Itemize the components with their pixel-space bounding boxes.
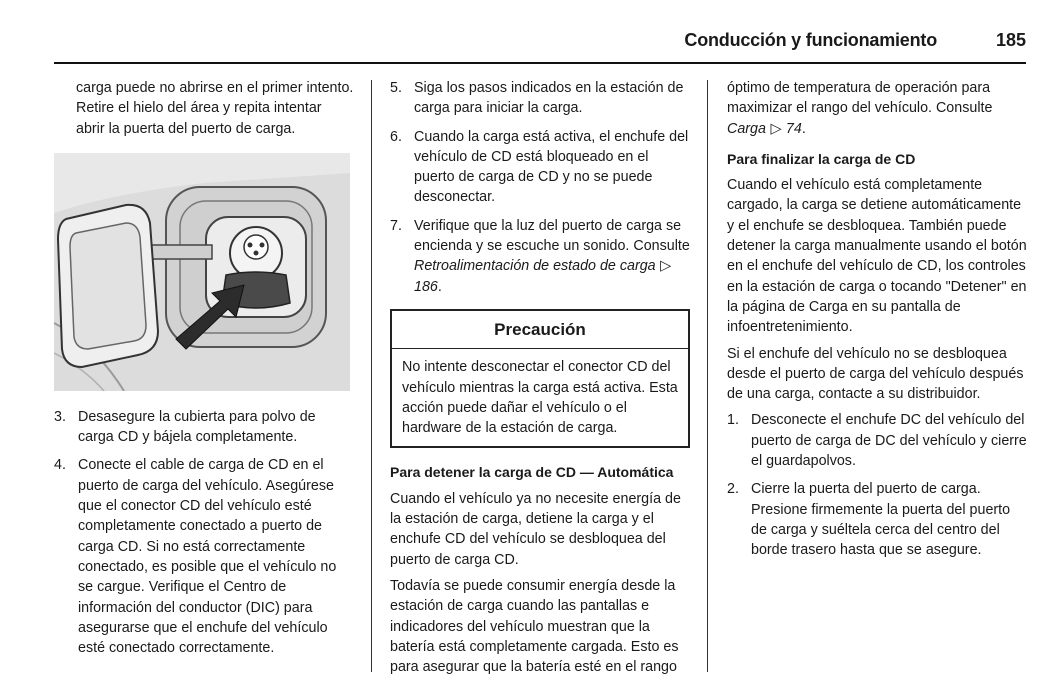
step-text: Verifique que la luz del puerto de carga se encienda y se escuche un sonido. Consulte Retroalimentación de estado de carga ▷ 186. [414, 217, 690, 295]
cross-reference-link[interactable]: Carga [727, 120, 766, 137]
charge-port-illustration [54, 153, 350, 391]
column-1 [54, 78, 354, 666]
step-item [727, 410, 1027, 471]
section-title: Conducción y funcionamiento [684, 30, 937, 50]
column-divider [371, 80, 372, 672]
cross-reference-icon: ▷ [660, 258, 672, 275]
step-number: 5. [390, 80, 402, 96]
step-number: 6. [390, 128, 402, 145]
step-text: Conecte el cable de carga de CD en el puerto de carga del vehículo. Asegúrese que el conector CD del vehículo esté completamente conectado a puerto de carga CD. Si no está correctamente conectado, es posible que el vehículo no se cargue. Verifique el Centro de información del conductor (DIC) para asegurarse que el enchufe del vehículo esté conectado correctamente. [78, 457, 337, 657]
step-text: Cuando la carga está activa, el enchufe del vehículo de CD está bloqueado en el puerto de carga de CD y no se puede desconectar. [414, 128, 689, 206]
step-text: Cierre la puerta del puerto de carga. Presione firmemente la puerta del puerto de carga y suéltela cerca del centro del borde trasero hasta que se asegure. [751, 481, 1011, 559]
paragraph: Cuando el vehículo está completamente cargado, la carga se detiene automáticamente y el enchufe se desbloquea. También puede detener la carga manualmente usando el botón en el enchufe del vehículo de CD, los controles en la estación de carga o tocando "Detener" en la página de Carga en su pantalla de infoentretenimiento. [727, 177, 1027, 336]
step-number: 7. [390, 217, 402, 234]
continued-text: óptimo de temperatura de operación para maximizar el rango del vehículo. Consulte Carga ▷ 74. [727, 78, 1027, 139]
cross-reference-page[interactable]: 186 [414, 278, 438, 295]
column-2 [390, 78, 690, 683]
page-number: 185 [995, 30, 1026, 50]
paragraph: Cuando el vehículo ya no necesite energía de la estación de carga, detiene la carga y el enchufe CD del vehículo se desbloquea del puerto de carga CD. [390, 490, 681, 568]
step-number: 3. [54, 408, 66, 425]
subheading: Para finalizar la carga de CD [727, 150, 916, 167]
step-item [54, 455, 354, 658]
step-item [390, 78, 690, 119]
header-rule [54, 62, 1026, 64]
cross-reference-page[interactable]: 74 [785, 120, 802, 137]
step-number: 1. [727, 412, 739, 429]
caution-title: Precaución [392, 311, 688, 349]
column-3 [727, 78, 1027, 569]
step-body: Verifique que la luz del puerto de carga se encienda y se escuche un sonido. Consulte [414, 217, 690, 255]
continued-text: carga puede no abrirse en el primer intento. Retire el hielo del área y repita intentar abrir la puerta del puerto de carga. [76, 80, 354, 137]
step-item [54, 407, 354, 448]
subheading: Para detener la carga de CD — Automática [390, 464, 674, 481]
paragraph: Todavía se puede consumir energía desde la estación de carga cuando las pantallas e indicadores del vehículo muestran que la batería está completamente cargada. Esto es para asegurar que la batería esté en el rango [390, 577, 679, 676]
column-divider [707, 80, 708, 672]
cross-reference-link[interactable]: Retroalimentación de estado de carga [414, 258, 656, 275]
cross-reference-icon: ▷ [770, 120, 782, 137]
step-number: 2. [727, 481, 739, 498]
step-item [727, 479, 1027, 560]
step-number: 4. [54, 457, 66, 474]
step-item [390, 127, 690, 208]
step-text: Desconecte el enchufe DC del vehículo del puerto de carga de DC del vehículo y cierre el guardapolvos. [751, 412, 1027, 470]
step-item [390, 216, 690, 297]
caution-box [390, 309, 690, 448]
step-text: Siga los pasos indicados en la estación de carga para iniciar la carga. [414, 80, 684, 117]
paragraph: Si el enchufe del vehículo no se desbloquea desde el puerto de carga del vehículo después de una carga, contacte a su distribuidor. [727, 345, 1024, 403]
step-text: Desasegure la cubierta para polvo de carga CD y bájela completamente. [78, 408, 316, 446]
caution-body: No intente desconectar el conector CD del vehículo mientras la carga está activa. Esta acción puede dañar el vehículo o el hardware de la estación de carga. [402, 359, 678, 437]
paragraph-text: óptimo de temperatura de operación para maximizar el rango del vehículo. Consulte [727, 80, 993, 117]
